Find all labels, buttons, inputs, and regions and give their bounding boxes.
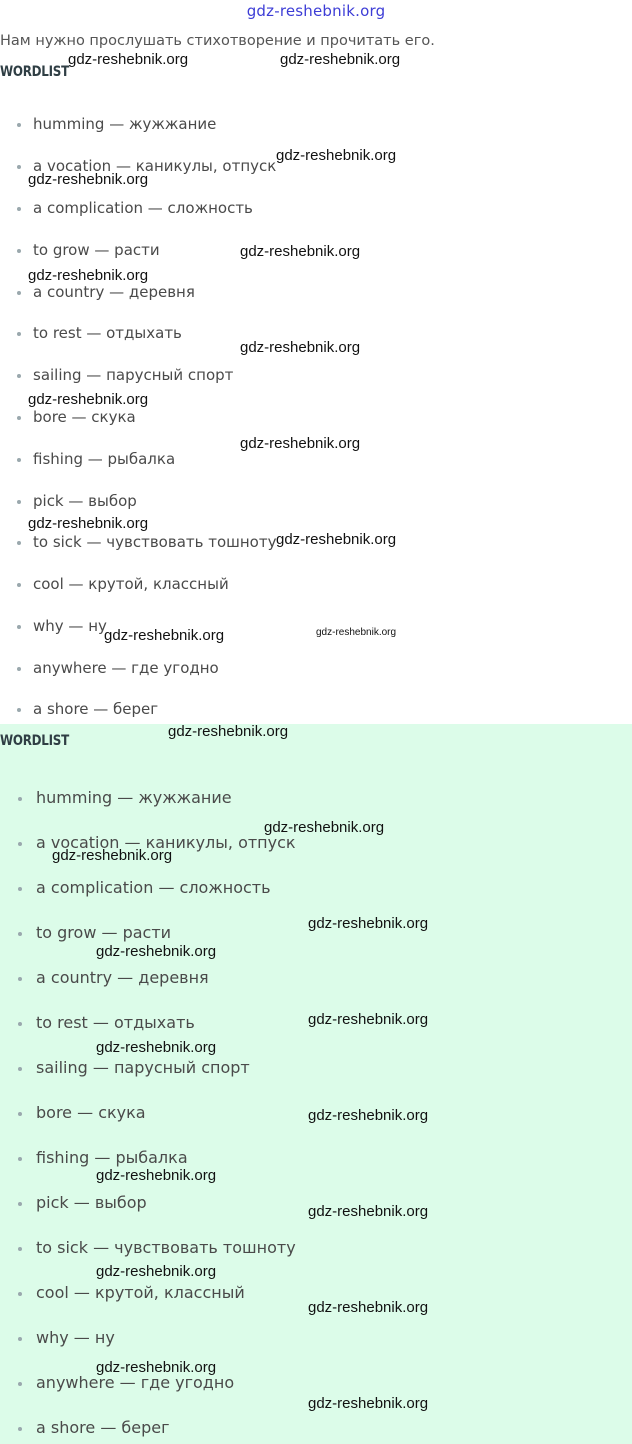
bullet-icon [17, 374, 21, 378]
bullet-icon [18, 1382, 22, 1386]
bullet-icon [18, 1022, 22, 1026]
bullet-icon [17, 708, 21, 712]
watermark-text: gdz-reshebnik.org [28, 267, 149, 284]
bullet-icon [17, 291, 21, 295]
watermark-text: gdz-reshebnik.org [308, 915, 429, 932]
bullet-icon [17, 625, 21, 629]
wordlist-top-title: WORDLIST [0, 64, 69, 80]
bullet-icon [17, 416, 21, 420]
bullet-icon [17, 165, 21, 169]
watermark-text: gdz-reshebnik.org [96, 1263, 217, 1280]
watermark-text: gdz-reshebnik.org [308, 1203, 429, 1220]
watermark-text: gdz-reshebnik.org [276, 147, 397, 164]
bullet-icon [18, 1247, 22, 1251]
bullet-icon [18, 887, 22, 891]
bullet-icon [17, 123, 21, 127]
watermark-text: gdz-reshebnik.org [168, 723, 289, 740]
bullet-icon [17, 207, 21, 211]
watermark-text: gdz-reshebnik.org [96, 1039, 217, 1056]
bullet-icon [18, 1427, 22, 1431]
watermark-text: gdz-reshebnik.org [280, 51, 401, 68]
bullet-icon [18, 932, 22, 936]
watermark-text: gdz-reshebnik.org [240, 339, 361, 356]
bullet-icon [18, 842, 22, 846]
watermark-text: gdz-reshebnik.org [308, 1299, 429, 1316]
bullet-icon [18, 1337, 22, 1341]
watermark-text: gdz-reshebnik.org [68, 51, 189, 68]
bullet-icon [18, 1067, 22, 1071]
watermark-text: gdz-reshebnik.org [28, 515, 149, 532]
wordlist-bottom-section: WORDLIST humming — жужжание a vocation — каникулы, отпуск a complication — сложность to grow — расти a country — деревня to rest — отдыхать sailing — парусный спорт bore — скука fishing — рыбалка pick — выбор to sick — чувствовать тошноту cool — крутой, классный why — ну anywhere — где угодно a shore — берег [0, 724, 632, 1444]
intro-text: Нам нужно прослушать стихотворение и прочитать его. [0, 33, 435, 49]
bullet-icon [18, 797, 22, 801]
watermark-text: gdz-reshebnik.org [28, 171, 149, 188]
watermark-text: gdz-reshebnik.org [264, 819, 385, 836]
bullet-icon [17, 583, 21, 587]
watermark-text: gdz-reshebnik.org [28, 391, 149, 408]
watermark-text: gdz-reshebnik.org [240, 435, 361, 452]
bullet-icon [18, 1202, 22, 1206]
watermark-text: gdz-reshebnik.org [240, 243, 361, 260]
bullet-icon [17, 541, 21, 545]
bullet-icon [18, 1292, 22, 1296]
site-header-watermark: gdz-reshebnik.org [246, 2, 386, 20]
bullet-icon [17, 249, 21, 253]
bullet-icon [18, 977, 22, 981]
bullet-icon [17, 500, 21, 504]
bullet-icon [17, 667, 21, 671]
wordlist-bottom-title: WORDLIST [0, 733, 69, 749]
bullet-icon [17, 332, 21, 336]
watermark-text: gdz-reshebnik.org [308, 1107, 429, 1124]
watermark-text: gdz-reshebnik.org [316, 627, 397, 638]
bullet-icon [18, 1157, 22, 1161]
bullet-icon [17, 458, 21, 462]
watermark-text: gdz-reshebnik.org [96, 943, 217, 960]
watermark-text: gdz-reshebnik.org [96, 1359, 217, 1376]
watermark-text: gdz-reshebnik.org [308, 1011, 429, 1028]
watermark-text: gdz-reshebnik.org [104, 627, 225, 644]
watermark-text: gdz-reshebnik.org [308, 1395, 429, 1412]
bullet-icon [18, 1112, 22, 1116]
wordlist-top-section: WORDLIST humming — жужжание a vocation — каникулы, отпуск a complication — сложность to grow — расти a country — деревня to rest — отдыхать sailing — парусный спорт bore — скука fishing — рыбалка pick — выбор to sick — чувствовать тошноту cool — крутой, классный why — ну anywhere — где угодно a shore — берег [0, 62, 632, 724]
watermark-text: gdz-reshebnik.org [96, 1167, 217, 1184]
watermark-text: gdz-reshebnik.org [276, 531, 397, 548]
watermark-text: gdz-reshebnik.org [52, 847, 173, 864]
